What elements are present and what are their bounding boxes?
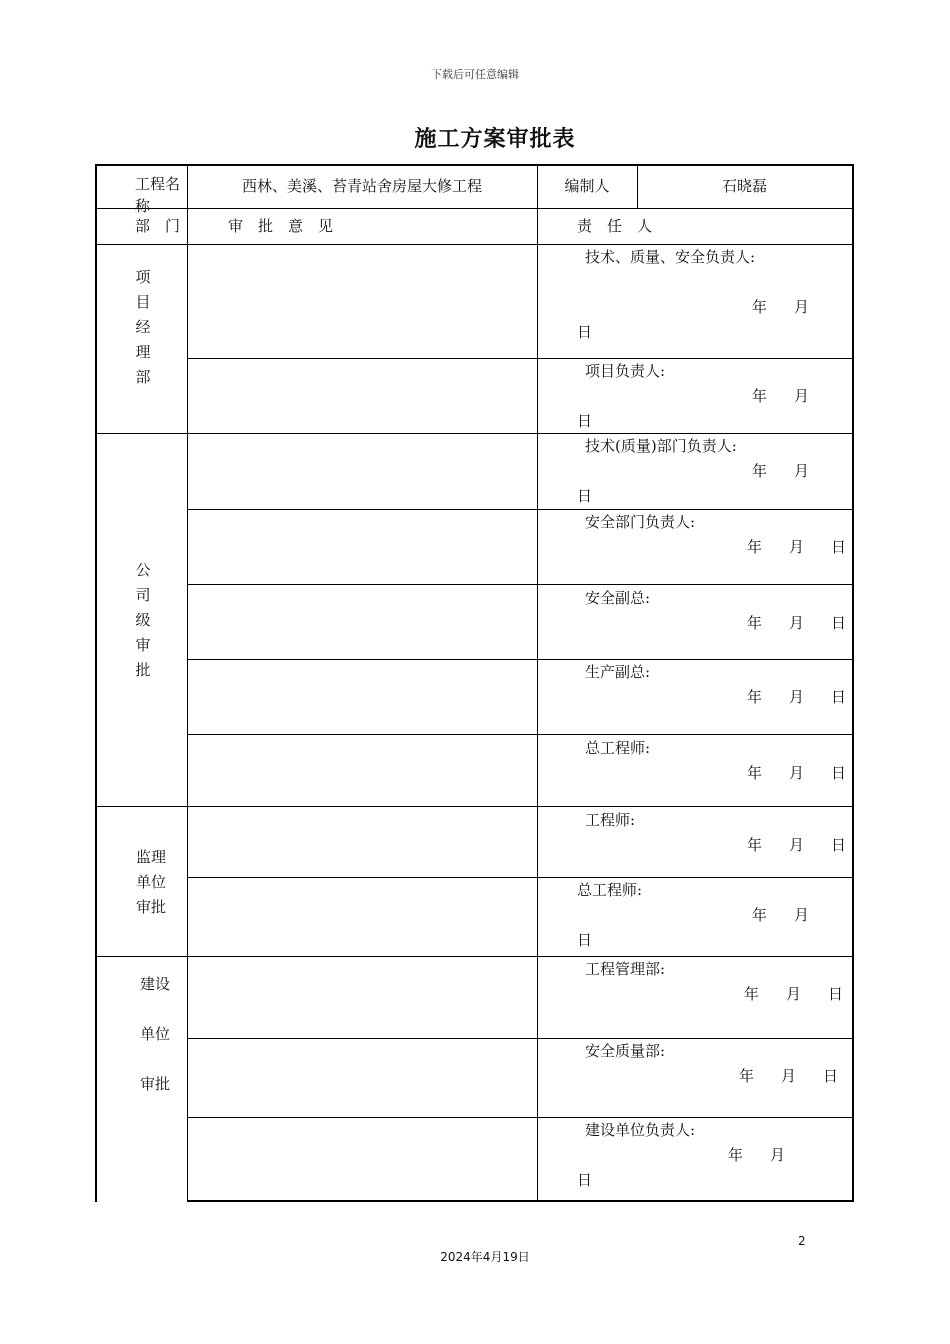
role-label: 工程管理部: (585, 960, 666, 978)
rule-col-department (187, 164, 188, 1202)
date-month: 月 (789, 688, 805, 706)
date-month: 月 (789, 764, 805, 782)
rule-after-section-2 (95, 806, 854, 807)
section-name-supervision: 监理单位审批 (135, 848, 166, 916)
date-year: 年 (752, 298, 768, 316)
role-label: 项目负责人: (585, 362, 666, 380)
date-year: 年 (747, 764, 763, 782)
date-year: 年 (747, 614, 763, 632)
section-name-project-dept: 项目经理部 (135, 268, 151, 386)
rule-after-columns (95, 244, 854, 245)
form-border-bottom (187, 1200, 854, 1202)
rule-section-4-row-1 (187, 1038, 854, 1039)
header-note: 下载后可任意编辑 (431, 68, 519, 81)
date-year: 年 (744, 985, 760, 1003)
section-name-company: 公司级审批 (135, 561, 151, 679)
date-month: 月 (789, 538, 805, 556)
footer-date: 2024年4月19日 (440, 1250, 530, 1264)
role-label: 安全副总: (585, 589, 651, 607)
rule-after-header (95, 208, 854, 209)
author-value: 石晓磊 (721, 177, 767, 195)
date-day: 日 (828, 985, 844, 1003)
date-year: 年 (728, 1146, 744, 1164)
rule-section-4-row-2 (187, 1117, 854, 1118)
form-border-top (95, 164, 854, 166)
rule-section-2-row-3 (187, 659, 854, 660)
date-month: 月 (794, 906, 810, 924)
rule-section-1-row (187, 358, 854, 359)
role-label: 工程师: (585, 811, 636, 829)
role-label: 总工程师: (585, 739, 651, 757)
date-year: 年 (739, 1067, 755, 1085)
date-year: 年 (747, 538, 763, 556)
date-day: 日 (831, 688, 847, 706)
date-month: 月 (789, 614, 805, 632)
date-month: 月 (786, 985, 802, 1003)
role-label: 安全质量部: (585, 1042, 666, 1060)
date-month: 月 (794, 387, 810, 405)
responsible-column-header: 责 任 人 (577, 217, 653, 235)
date-year: 年 (752, 906, 768, 924)
section-name-client: 建设单位审批 (139, 975, 170, 1093)
date-year: 年 (752, 462, 768, 480)
date-month: 月 (794, 462, 810, 480)
rule-col-opinion (537, 164, 538, 1202)
project-name-value: 西林、美溪、苔青站舍房屋大修工程 (241, 177, 482, 195)
form-border-right (852, 164, 854, 1202)
role-label: 技术、质量、安全负责人: (585, 248, 756, 266)
date-month: 月 (794, 298, 810, 316)
rule-after-section-1 (95, 433, 854, 434)
date-year: 年 (747, 836, 763, 854)
role-label: 安全部门负责人: (585, 513, 696, 531)
department-column-header: 部 门 (135, 217, 181, 235)
rule-section-2-row-2 (187, 584, 854, 585)
date-year: 年 (747, 688, 763, 706)
role-label: 技术(质量)部门负责人: (585, 437, 737, 455)
date-year: 年 (752, 387, 768, 405)
date-day: 日 (577, 931, 593, 949)
date-day: 日 (831, 538, 847, 556)
date-day: 日 (577, 487, 593, 505)
opinion-column-header: 审 批 意 见 (228, 217, 334, 235)
date-day: 日 (577, 412, 593, 430)
rule-section-2-row-1 (187, 509, 854, 510)
date-day: 日 (831, 764, 847, 782)
date-day: 日 (823, 1067, 839, 1085)
date-month: 月 (770, 1146, 786, 1164)
approval-form (95, 164, 854, 1202)
date-month: 月 (781, 1067, 797, 1085)
date-day: 日 (831, 836, 847, 854)
role-label: 建设单位负责人: (585, 1121, 696, 1139)
date-day: 日 (831, 614, 847, 632)
role-label: 生产副总: (585, 663, 651, 681)
project-name-label: 工程名称 (135, 175, 181, 215)
role-label: 总工程师: (577, 881, 643, 899)
author-label: 编制人 (564, 177, 610, 195)
rule-section-3-row (187, 877, 854, 878)
rule-section-2-row-4 (187, 734, 854, 735)
date-day: 日 (577, 1171, 593, 1189)
date-month: 月 (789, 836, 805, 854)
page-number: 2 (798, 1234, 806, 1248)
page-title: 施工方案审批表 (414, 126, 576, 152)
form-border-left (95, 164, 97, 1202)
date-day: 日 (577, 323, 593, 341)
rule-after-section-3 (95, 956, 854, 957)
